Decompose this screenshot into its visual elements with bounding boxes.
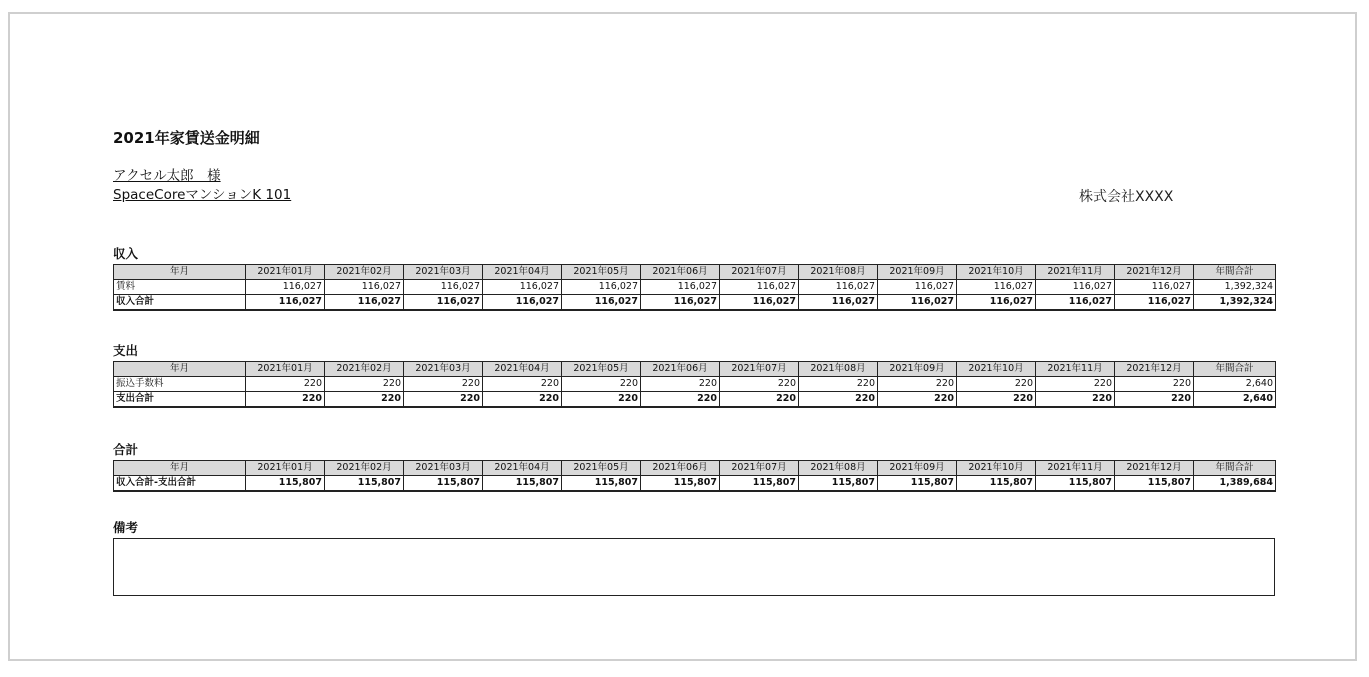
month-header: 2021年07月 (720, 461, 799, 476)
table-row (114, 295, 1276, 311)
value-cell: 116,027 (799, 295, 878, 311)
value-cell: 116,027 (1115, 280, 1194, 295)
header-cell: 年月 (114, 461, 246, 476)
month-header: 2021年02月 (325, 461, 404, 476)
value-cell: 220 (641, 392, 720, 408)
month-header: 2021年08月 (799, 265, 878, 280)
value-cell: 116,027 (325, 295, 404, 311)
value-cell: 220 (957, 392, 1036, 408)
remarks-section-title: 備考 (113, 520, 139, 535)
month-header: 2021年04月 (483, 362, 562, 377)
table-header-row (114, 461, 1276, 476)
month-header: 2021年01月 (246, 362, 325, 377)
month-header: 2021年02月 (325, 265, 404, 280)
value-cell: 116,027 (878, 295, 957, 311)
summary-section-title: 合計 (113, 442, 139, 457)
value-cell: 115,807 (562, 476, 641, 492)
month-header: 2021年02月 (325, 362, 404, 377)
value-cell: 116,027 (878, 280, 957, 295)
value-cell: 116,027 (720, 280, 799, 295)
value-cell: 115,807 (1036, 476, 1115, 492)
value-cell: 220 (720, 377, 799, 392)
value-cell: 116,027 (957, 280, 1036, 295)
annual-total-cell: 1,392,324 (1194, 280, 1276, 295)
summary-section (113, 442, 1275, 492)
row-label: 振込手数料 (114, 377, 246, 392)
value-cell: 220 (325, 377, 404, 392)
month-header: 2021年12月 (1115, 362, 1194, 377)
month-header: 2021年05月 (562, 461, 641, 476)
table-row (114, 476, 1276, 492)
month-header: 2021年09月 (878, 265, 957, 280)
value-cell: 220 (957, 377, 1036, 392)
value-cell: 116,027 (246, 280, 325, 295)
annual-total-cell: 2,640 (1194, 377, 1276, 392)
annual-total-cell: 1,392,324 (1194, 295, 1276, 311)
month-header: 2021年07月 (720, 362, 799, 377)
income-table (113, 264, 1276, 311)
income-section (113, 246, 1275, 311)
value-cell: 220 (1115, 392, 1194, 408)
month-header: 2021年04月 (483, 265, 562, 280)
summary-table (113, 460, 1276, 492)
month-header: 2021年09月 (878, 362, 957, 377)
value-cell: 115,807 (325, 476, 404, 492)
value-cell: 115,807 (957, 476, 1036, 492)
row-label: 賃料 (114, 280, 246, 295)
value-cell: 116,027 (799, 280, 878, 295)
value-cell: 116,027 (957, 295, 1036, 311)
annual-total-cell: 1,389,684 (1194, 476, 1276, 492)
value-cell: 116,027 (641, 295, 720, 311)
value-cell: 116,027 (246, 295, 325, 311)
value-cell: 220 (483, 377, 562, 392)
header-cell: 年月 (114, 265, 246, 280)
value-cell: 115,807 (641, 476, 720, 492)
month-header: 2021年06月 (641, 461, 720, 476)
value-cell: 116,027 (1036, 280, 1115, 295)
month-header: 2021年01月 (246, 461, 325, 476)
row-label: 支出合計 (114, 392, 246, 408)
month-header: 2021年07月 (720, 265, 799, 280)
value-cell: 116,027 (404, 280, 483, 295)
value-cell: 220 (404, 392, 483, 408)
value-cell: 116,027 (404, 295, 483, 311)
expense-table (113, 361, 1276, 408)
row-label: 収入合計 (114, 295, 246, 311)
recipient-name: アクセル太郎 様 (113, 168, 221, 184)
value-cell: 115,807 (483, 476, 562, 492)
recipient-block (113, 167, 291, 205)
value-cell: 115,807 (246, 476, 325, 492)
value-cell: 115,807 (404, 476, 483, 492)
annual-total-cell: 2,640 (1194, 392, 1276, 408)
table-header-row (114, 265, 1276, 280)
value-cell: 116,027 (1115, 295, 1194, 311)
month-header: 2021年10月 (957, 461, 1036, 476)
value-cell: 220 (562, 392, 641, 408)
month-header: 2021年04月 (483, 461, 562, 476)
month-header: 2021年11月 (1036, 362, 1115, 377)
table-header-row (114, 362, 1276, 377)
value-cell: 220 (1036, 392, 1115, 408)
remarks-section (113, 520, 1275, 596)
row-label: 収入合計-支出合計 (114, 476, 246, 492)
value-cell: 220 (562, 377, 641, 392)
value-cell: 220 (878, 392, 957, 408)
month-header: 2021年05月 (562, 265, 641, 280)
value-cell: 220 (404, 377, 483, 392)
month-header: 2021年11月 (1036, 461, 1115, 476)
header-cell: 年月 (114, 362, 246, 377)
value-cell: 116,027 (562, 295, 641, 311)
value-cell: 220 (246, 377, 325, 392)
month-header: 2021年06月 (641, 362, 720, 377)
value-cell: 115,807 (1115, 476, 1194, 492)
value-cell: 220 (246, 392, 325, 408)
value-cell: 116,027 (483, 280, 562, 295)
annual-total-header: 年間合計 (1194, 461, 1276, 476)
value-cell: 220 (878, 377, 957, 392)
value-cell: 220 (720, 392, 799, 408)
value-cell: 220 (483, 392, 562, 408)
month-header: 2021年10月 (957, 362, 1036, 377)
company-name: 株式会社XXXX (1079, 189, 1174, 205)
month-header: 2021年08月 (799, 461, 878, 476)
month-header: 2021年03月 (404, 265, 483, 280)
value-cell: 220 (799, 392, 878, 408)
value-cell: 115,807 (799, 476, 878, 492)
table-row (114, 280, 1276, 295)
month-header: 2021年12月 (1115, 265, 1194, 280)
expense-section-title: 支出 (113, 343, 139, 358)
value-cell: 220 (641, 377, 720, 392)
month-header: 2021年11月 (1036, 265, 1115, 280)
annual-total-header: 年間合計 (1194, 362, 1276, 377)
value-cell: 116,027 (720, 295, 799, 311)
value-cell: 116,027 (483, 295, 562, 311)
document-title: 2021年家賃送金明細 (113, 129, 260, 147)
income-section-title: 収入 (113, 246, 139, 261)
value-cell: 220 (1036, 377, 1115, 392)
month-header: 2021年03月 (404, 362, 483, 377)
table-row (114, 377, 1276, 392)
month-header: 2021年06月 (641, 265, 720, 280)
value-cell: 115,807 (878, 476, 957, 492)
month-header: 2021年09月 (878, 461, 957, 476)
value-cell: 220 (325, 392, 404, 408)
month-header: 2021年12月 (1115, 461, 1194, 476)
month-header: 2021年10月 (957, 265, 1036, 280)
month-header: 2021年03月 (404, 461, 483, 476)
annual-total-header: 年間合計 (1194, 265, 1276, 280)
value-cell: 220 (799, 377, 878, 392)
month-header: 2021年05月 (562, 362, 641, 377)
recipient-property: SpaceCoreマンションK 101 (113, 187, 292, 203)
value-cell: 116,027 (1036, 295, 1115, 311)
value-cell: 116,027 (562, 280, 641, 295)
remarks-box (113, 538, 1275, 596)
value-cell: 116,027 (325, 280, 404, 295)
expense-section (113, 343, 1275, 408)
table-row (114, 392, 1276, 408)
month-header: 2021年01月 (246, 265, 325, 280)
value-cell: 220 (1115, 377, 1194, 392)
value-cell: 116,027 (641, 280, 720, 295)
month-header: 2021年08月 (799, 362, 878, 377)
value-cell: 115,807 (720, 476, 799, 492)
